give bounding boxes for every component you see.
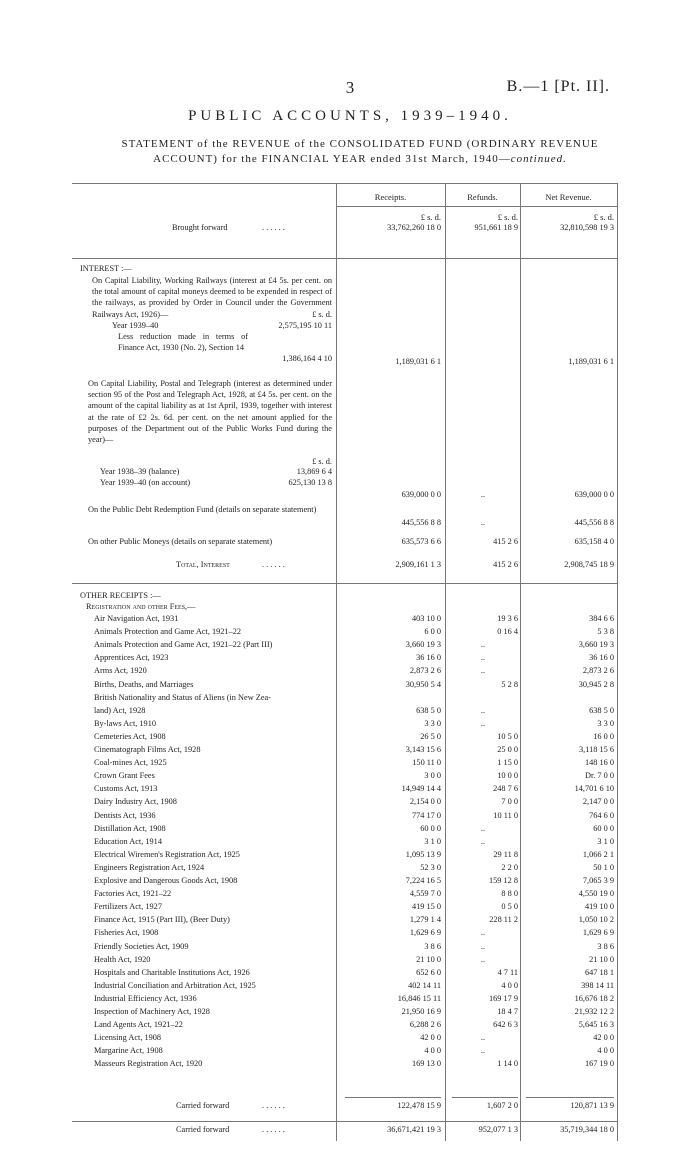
table-row <box>0 849 700 860</box>
postal-receipts: 639,000 0 0 <box>401 490 441 499</box>
fee-label: Land Agents Act, 1921–22 <box>94 1020 183 1030</box>
fee-label: Arms Act, 1920 <box>94 666 147 676</box>
table-row <box>0 823 700 834</box>
table-row <box>0 770 700 781</box>
fee-receipts: 14,949 14 4 <box>401 784 441 794</box>
fee-net: 60 0 0 <box>593 823 614 833</box>
fee-label: Education Act, 1914 <box>94 836 162 846</box>
brought-forward-row <box>0 222 700 233</box>
fee-refunds: 7 0 0 <box>501 797 518 807</box>
table-row <box>0 901 700 912</box>
postal-description: On Capital Liability, Postal and Telegraph (interest as determined under section 95 of the Post and Telegraph Act, 1928, at £4 5s. per cent. on the amount of the capital liability as at 1st April, 1939, together with interest at the rate of £2 2s. 6d. per cent. on the net amount applied for the purposes of the Department out of the Public Works Fund during the year)— <box>88 379 332 445</box>
debt-net: 445,556 8 8 <box>574 518 614 527</box>
other-receipts-heading: OTHER RECEIPTS :— <box>80 591 161 600</box>
railways-receipts: 1,189,031 6 1 <box>395 357 441 366</box>
interest-total-row <box>0 559 700 570</box>
brought-forward-receipts: 33,762,260 18 0 <box>387 223 441 232</box>
fee-refunds: .. <box>480 1046 486 1056</box>
railways-description: On Capital Liability, Working Railways (interest at £4 5s. per cent. on the total amount of capital moneys deemed to be expended in respect of the railways, as provided by Order in Council under the Government Railways Act, 1926)— <box>92 276 332 319</box>
page-carried-receipts: 36,671,421 19 3 <box>387 1125 441 1134</box>
fee-net: 3 1 0 <box>597 836 614 846</box>
other-moneys-row <box>0 536 700 547</box>
column-header-refunds: Refunds. <box>467 192 498 202</box>
fee-receipts: 52 3 0 <box>420 862 441 872</box>
fee-net: 21,932 12 2 <box>574 1007 614 1016</box>
fee-net: 36 16 0 <box>589 653 614 663</box>
table-row <box>0 796 700 807</box>
fee-label: Licensing Act, 1908 <box>94 1033 162 1043</box>
postal-year1-label: Year 1938–39 (balance) <box>100 467 180 476</box>
fee-refunds: 0 16 4 <box>497 627 518 637</box>
fee-label: Fertilizers Act, 1927 <box>94 902 162 912</box>
section-carried-net: 120,871 13 9 <box>570 1101 614 1110</box>
interest-heading: INTEREST :— <box>80 264 132 273</box>
fee-refunds: 10 0 0 <box>497 771 518 781</box>
fee-label: Health Act, 1920 <box>94 954 151 964</box>
subtitle-line-2: ACCOUNT) for the FINANCIAL YEAR ended 31st March, 1940— <box>153 153 511 165</box>
fee-refunds: .. <box>480 1033 486 1043</box>
other-moneys-refunds: 415 2 6 <box>493 537 518 546</box>
other-moneys-net: 635,158 4 0 <box>574 537 614 546</box>
table-row <box>0 783 700 794</box>
table-row <box>0 967 700 978</box>
table-row <box>0 718 700 729</box>
fee-net: 398 14 11 <box>581 980 614 990</box>
fee-net: 30,945 2 8 <box>578 679 614 689</box>
leader-dots: . . . . . . <box>262 1101 285 1110</box>
section-carried-row <box>0 1100 700 1111</box>
postal-lsd: £ s. d. <box>312 457 332 466</box>
fee-receipts: 4,559 7 0 <box>409 889 441 899</box>
fee-label: Margarine Act, 1908 <box>94 1046 163 1056</box>
fee-net: 1,050 10 2 <box>578 915 614 925</box>
debt-refunds: .. <box>480 518 486 527</box>
fee-net: 5,645 16 3 <box>578 1020 614 1030</box>
subtitle-continued: continued. <box>510 153 567 165</box>
fee-net: 3,118 15 6 <box>579 745 614 754</box>
fee-receipts: 3 8 6 <box>424 941 441 951</box>
postal-row <box>0 489 700 500</box>
fee-net: 647 18 1 <box>584 967 614 977</box>
page-number: 3 <box>345 78 355 97</box>
fee-label: Apprentices Act, 1923 <box>94 653 169 663</box>
table-top-rule <box>72 183 617 184</box>
fee-receipts: 6,288 2 6 <box>409 1020 441 1030</box>
section-divider-other <box>72 583 617 584</box>
column-header-net: Net Revenue. <box>545 192 592 202</box>
table-row <box>0 862 700 873</box>
fee-refunds: 19 3 6 <box>497 614 518 623</box>
lsd-receipts: £ s. d. <box>420 212 441 222</box>
railways-row <box>0 356 700 367</box>
table-row <box>0 980 700 991</box>
fees-subheading: Registration and other Fees,— <box>86 602 196 611</box>
railways-net: 1,189,031 6 1 <box>568 357 614 366</box>
fee-receipts: 3 0 0 <box>424 771 441 781</box>
railways-less-amount: 1,386,164 4 10 <box>282 354 332 363</box>
fee-label: Electrical Wiremen's Registration Act, 1925 <box>94 849 240 859</box>
table-row <box>0 836 700 847</box>
railways-less-text: Less reduction made in terms of Finance Act, 1930 (No. 2), Section 14 <box>118 332 248 353</box>
section-carried-refunds: 1,607 2 0 <box>486 1101 518 1110</box>
fee-refunds: 248 7 6 <box>493 784 518 794</box>
other-moneys-receipts: 635,573 6 6 <box>401 537 441 546</box>
page-carried-row <box>0 1124 700 1135</box>
debt-receipts: 445,556 8 8 <box>401 518 441 527</box>
fee-label: By-laws Act, 1910 <box>94 718 156 728</box>
brought-forward-net: 32,810,598 19 3 <box>560 223 614 232</box>
debt-row <box>0 517 700 528</box>
postal-year2-label: Year 1939–40 (on account) <box>100 478 191 487</box>
fee-refunds: 25 0 0 <box>497 745 518 754</box>
page-carried-label: Carried forward <box>176 1125 230 1134</box>
fee-refunds: .. <box>480 928 486 938</box>
fee-receipts: 638 5 0 <box>416 705 441 715</box>
railways-year-label: Year 1939–40 <box>112 321 159 330</box>
table-row <box>0 954 700 965</box>
fee-label: Animals Protection and Game Act, 1921–22 <box>94 627 242 637</box>
fee-net: 764 6 0 <box>589 810 614 820</box>
postal-refunds: .. <box>480 490 486 499</box>
fee-receipts: 403 10 0 <box>411 614 441 623</box>
table-row <box>0 1019 700 1030</box>
fee-label: British Nationality and Status of Aliens (in New Zea- <box>94 692 271 702</box>
fee-receipts: 60 0 0 <box>420 823 441 833</box>
fee-receipts: 3,143 15 6 <box>405 745 441 754</box>
leader-dots: . . . . . . <box>262 1125 285 1134</box>
fee-refunds: .. <box>480 954 486 964</box>
fee-receipts: 26 5 0 <box>420 731 441 741</box>
table-row <box>0 1058 700 1069</box>
fee-label: Masseurs Registration Act, 1920 <box>94 1059 203 1069</box>
interest-total-refunds: 415 2 6 <box>493 560 518 569</box>
table-row <box>0 993 700 1004</box>
table-row <box>0 705 700 716</box>
fee-refunds: 159 12 8 <box>488 876 518 885</box>
table-row <box>0 914 700 925</box>
fee-label: Customs Act, 1913 <box>94 784 158 794</box>
debt-description: On the Public Debt Redemption Fund (details on separate statement) <box>88 505 317 514</box>
fee-label: Engineers Registration Act, 1924 <box>94 862 205 872</box>
table-row <box>0 744 700 755</box>
subtitle-line-1: STATEMENT of the REVENUE of the CONSOLIDATED FUND (ORDINARY REVENUE <box>121 138 599 150</box>
fee-refunds: 4 7 11 <box>497 967 518 977</box>
fee-refunds: 228 11 2 <box>489 915 518 925</box>
fee-refunds: .. <box>480 640 486 650</box>
fee-refunds: 0 5 0 <box>501 902 518 912</box>
column-header-receipts: Receipts. <box>374 192 407 202</box>
fee-net: Dr. 7 0 0 <box>584 771 614 781</box>
fee-label: Cinematograph Films Act, 1928 <box>94 745 201 754</box>
fee-receipts: 1,095 13 9 <box>405 849 441 859</box>
table-row <box>0 639 700 650</box>
section-carried-receipts: 122,478 15 9 <box>397 1101 441 1110</box>
document-reference: B.—1 [Pt. II]. <box>506 78 610 95</box>
table-row <box>0 1006 700 1017</box>
fee-net: 4 0 0 <box>597 1046 614 1056</box>
fee-label: Fisheries Act, 1908 <box>94 928 159 938</box>
leader-dots: . . . . . . <box>262 560 285 569</box>
subtotal-rule-net <box>526 1097 614 1098</box>
column-header-rule <box>336 206 617 207</box>
fee-refunds: .. <box>480 666 486 676</box>
fee-receipts: 652 6 0 <box>416 967 441 977</box>
fee-refunds: 10 11 0 <box>493 810 518 820</box>
fee-refunds: 10 5 0 <box>497 731 518 741</box>
fee-refunds: .. <box>480 836 486 846</box>
fee-label: Factories Act, 1921–22 <box>94 889 172 899</box>
fee-receipts: 2,154 0 0 <box>409 797 441 807</box>
postal-net: 639,000 0 0 <box>574 490 614 499</box>
fee-refunds: 2 2 0 <box>501 862 518 872</box>
fee-label: Friendly Societies Act, 1909 <box>94 941 189 951</box>
table-row <box>0 1032 700 1043</box>
fee-receipts: 419 15 0 <box>411 902 441 912</box>
fee-net: 3 3 0 <box>597 718 614 728</box>
fee-net: 14,701 6 10 <box>574 784 614 794</box>
fee-receipts: 7,224 16 5 <box>405 876 441 885</box>
table-row <box>0 613 700 624</box>
table-row <box>0 665 700 676</box>
table-row <box>0 927 700 938</box>
fee-refunds: .. <box>480 941 486 951</box>
fee-refunds: 169 17 9 <box>488 993 518 1003</box>
fee-refunds: 29 11 8 <box>493 849 518 859</box>
railways-lsd: £ s. d. <box>312 310 332 319</box>
table-row <box>0 731 700 742</box>
fee-receipts: 3 1 0 <box>424 836 441 846</box>
page-title: PUBLIC ACCOUNTS, 1939–1940. <box>188 108 512 124</box>
fee-receipts: 150 11 0 <box>412 758 441 768</box>
table-row <box>0 679 700 690</box>
fee-net: 1,629 6 9 <box>582 928 614 938</box>
table-row <box>0 810 700 821</box>
fee-label: Dairy Industry Act, 1908 <box>94 797 177 807</box>
table-row <box>0 1045 700 1056</box>
fee-refunds: .. <box>480 705 486 715</box>
fee-refunds: .. <box>480 718 486 728</box>
fee-net: 21 10 0 <box>589 954 614 964</box>
other-moneys-label: On other Public Moneys (details on separate statement) <box>88 537 273 546</box>
fee-receipts: 774 17 0 <box>411 810 441 820</box>
fee-net: 638 5 0 <box>589 705 614 715</box>
fee-refunds: 5 2 8 <box>501 679 518 689</box>
fee-receipts: 2,873 2 6 <box>409 666 441 676</box>
table-row <box>0 888 700 899</box>
interest-total-net: 2,908,745 18 9 <box>564 560 614 569</box>
lsd-net: £ s. d. <box>593 212 614 222</box>
fee-label: Animals Protection and Game Act, 1921–22 (Part III) <box>94 640 273 650</box>
fee-receipts: 42 0 0 <box>420 1033 441 1043</box>
fee-refunds: 8 8 0 <box>501 889 518 899</box>
fee-refunds: 4 0 0 <box>501 980 518 990</box>
table-row <box>0 692 700 703</box>
fee-refunds: .. <box>480 653 486 663</box>
fee-refunds: 642 6 3 <box>493 1020 518 1030</box>
fee-net: 16 0 0 <box>593 731 614 741</box>
fee-net: 42 0 0 <box>593 1033 614 1043</box>
fee-label: Hospitals and Charitable Institutions Act, 1926 <box>94 967 250 977</box>
fee-receipts: 169 13 0 <box>411 1059 441 1069</box>
brought-forward-label: Brought forward <box>172 223 228 232</box>
fee-net: 148 16 0 <box>584 758 614 768</box>
fee-label: land) Act, 1928 <box>94 705 146 715</box>
interest-total-receipts: 2,909,161 1 3 <box>395 560 441 569</box>
fee-refunds: 1 15 0 <box>497 758 518 768</box>
fee-net: 419 10 0 <box>584 902 614 912</box>
fee-net: 4,550 19 0 <box>578 889 614 899</box>
fee-net: 1,066 2 1 <box>582 849 614 859</box>
interest-total-label: Total, Interest <box>176 560 230 569</box>
brought-forward-refunds: 951,661 18 9 <box>474 223 518 232</box>
statement-subtitle <box>80 137 640 167</box>
fee-label: Air Navigation Act, 1931 <box>94 614 179 623</box>
fee-refunds: 1 14 0 <box>497 1059 518 1069</box>
fee-net: 16,676 18 2 <box>574 993 614 1003</box>
fee-net: 167 19 0 <box>584 1059 614 1069</box>
fee-receipts: 3 3 0 <box>424 718 441 728</box>
fee-net: 3,660 19 3 <box>578 640 614 650</box>
fee-net: 2,873 2 6 <box>582 666 614 676</box>
table-row <box>0 626 700 637</box>
fee-receipts: 16,846 15 11 <box>397 993 441 1003</box>
fee-receipts: 1,279 1 4 <box>409 915 441 925</box>
fee-label: Dentists Act, 1936 <box>94 810 156 820</box>
postal-year1-amount: 13,869 6 4 <box>296 467 332 476</box>
table-row <box>0 757 700 768</box>
fee-label: Inspection of Machinery Act, 1928 <box>94 1007 210 1016</box>
fee-label: Crown Grant Fees <box>94 771 155 781</box>
table-row <box>0 875 700 886</box>
leader-dots: . . . . . . <box>262 223 285 232</box>
fee-net: 5 3 8 <box>597 627 614 637</box>
subtotal-rule-receipts <box>345 1097 441 1098</box>
fee-receipts: 402 14 11 <box>408 980 441 990</box>
postal-year2-amount: 625,130 13 8 <box>288 478 332 487</box>
fee-label: Explosive and Dangerous Goods Act, 1908 <box>94 876 238 885</box>
fee-receipts: 21 10 0 <box>416 954 441 964</box>
fee-net: 384 6 6 <box>589 614 614 623</box>
table-row <box>0 941 700 952</box>
fee-receipts: 30,950 5 4 <box>405 679 441 689</box>
fee-label: Industrial Efficiency Act, 1936 <box>94 993 197 1003</box>
page-carried-refunds: 952,077 1 3 <box>478 1125 518 1134</box>
section-divider-carried <box>72 1121 617 1122</box>
fee-label: Cemeteries Act, 1908 <box>94 731 166 741</box>
fee-label: Finance Act, 1915 (Part III), (Beer Duty) <box>94 915 230 925</box>
table-row <box>0 652 700 663</box>
fee-refunds: 18 4 7 <box>497 1007 518 1016</box>
subtotal-rule-refunds <box>452 1097 518 1098</box>
railways-year-amount: 2,575,195 10 11 <box>278 321 332 330</box>
fee-label: Distillation Act, 1908 <box>94 823 166 833</box>
fee-label: Births, Deaths, and Marriages <box>94 679 194 689</box>
fee-net: 50 1 0 <box>593 862 614 872</box>
fee-receipts: 6 0 0 <box>424 627 441 637</box>
lsd-refunds: £ s. d. <box>497 212 518 222</box>
fee-receipts: 4 0 0 <box>424 1046 441 1056</box>
fee-receipts: 3,660 19 3 <box>405 640 441 650</box>
fee-receipts: 36 16 0 <box>416 653 441 663</box>
fee-receipts: 21,950 16 9 <box>401 1007 441 1016</box>
fee-receipts: 1,629 6 9 <box>409 928 441 938</box>
fee-label: Industrial Conciliation and Arbitration Act, 1925 <box>94 980 256 990</box>
page-carried-net: 35,719,344 18 0 <box>560 1125 614 1134</box>
fee-net: 2,147 0 0 <box>582 797 614 807</box>
fee-label: Coal-mines Act, 1925 <box>94 758 167 768</box>
section-carried-label: Carried forward <box>176 1101 230 1110</box>
fee-net: 3 8 6 <box>597 941 614 951</box>
fee-refunds: .. <box>480 823 486 833</box>
section-divider-interest <box>72 258 617 259</box>
fee-net: 7,065 3 9 <box>582 876 614 885</box>
